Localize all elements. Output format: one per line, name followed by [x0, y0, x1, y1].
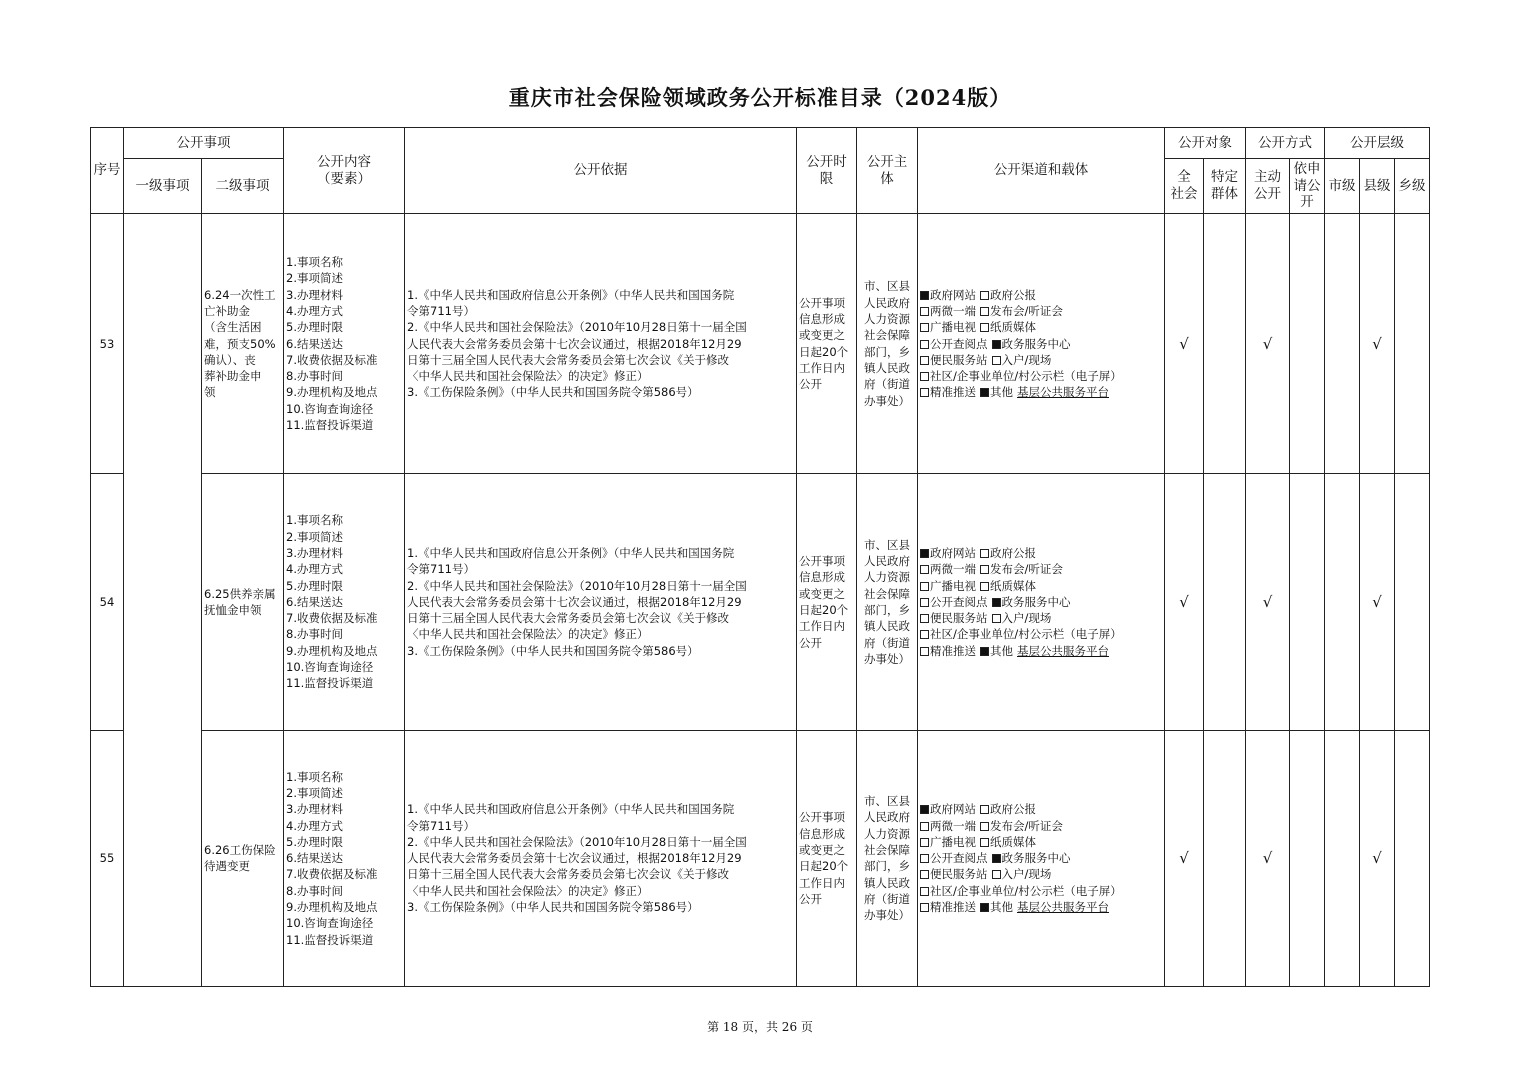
header-content-line2: （要素）: [317, 170, 371, 187]
basis-line: 人民代表大会常务委员会第十七次会议通过，根据2018年12月29: [407, 336, 742, 351]
channel-label: 政府网站: [930, 287, 976, 302]
header-obj-spec-line2: 群体: [1211, 186, 1238, 202]
subject-line: 部门，乡: [864, 602, 910, 617]
unchecked-box-icon: [980, 838, 989, 847]
method-request-cell: [1290, 730, 1325, 986]
content-line: 6.结果送达: [286, 594, 343, 609]
unchecked-box-icon: [980, 307, 989, 316]
channel-label: 入户/现场: [1001, 867, 1052, 882]
header-seq: 序号: [91, 128, 124, 214]
header-lv-town: 乡级: [1395, 159, 1430, 214]
checked-box-icon: [992, 598, 1001, 607]
time-line: 公开: [799, 377, 822, 392]
channel-label: 政府公报: [990, 545, 1036, 560]
content-line: 1.事项名称: [286, 254, 343, 269]
header-time-line2: 限: [819, 170, 834, 187]
unchecked-box-icon: [980, 565, 989, 574]
channel-label: 政府公报: [990, 802, 1036, 817]
content-line: 4.办理方式: [286, 818, 343, 833]
table-row: [91, 730, 1430, 986]
content-line: 2.事项简述: [286, 529, 343, 544]
level2-line: 6.25供养亲属: [204, 586, 276, 601]
basis-line: 3.《工伤保险条例》（中华人民共和国国务院令第586号）: [407, 643, 699, 658]
time-line: 日起20个: [799, 859, 849, 874]
basis-line: 2.《中华人民共和国社会保险法》（2010年10月28日第十一届全国: [407, 578, 747, 593]
channel-label: 广播电视: [930, 320, 976, 335]
channel-line: [920, 818, 1162, 834]
channel-line: [920, 643, 1162, 659]
checked-box-icon: [980, 903, 989, 912]
header-m-active-line1: 主动: [1254, 169, 1281, 186]
channel-label: 发布会/听证会: [990, 818, 1063, 833]
level2-line: 领: [204, 385, 216, 400]
channel-label: 便民服务站: [930, 352, 988, 367]
level-city-cell: [1325, 214, 1360, 474]
level2-line: 葬补助金申: [204, 369, 262, 384]
basis-line: 日第十三届全国人民代表大会常务委员会第七次会议《关于修改: [407, 867, 729, 882]
channel-label: 广播电视: [930, 578, 976, 593]
channel-label: 公开查阅点: [930, 851, 988, 866]
table-body: [91, 214, 1430, 987]
basis-line: 〈中华人民共和国社会保险法〉的决定》修正）: [407, 369, 649, 384]
channel-line: [920, 561, 1162, 577]
time-line: 公开: [799, 635, 822, 650]
obj-spec-cell: [1204, 730, 1246, 986]
checked-box-icon: [920, 291, 929, 300]
unchecked-box-icon: [980, 582, 989, 591]
subject-line: 人民政府: [864, 554, 910, 568]
content-line: 10.咨询查询途径: [286, 660, 374, 675]
time-line: 或变更之: [799, 586, 845, 601]
subject-line: 市、区县: [864, 279, 910, 294]
unchecked-box-icon: [980, 549, 989, 558]
obj-all-cell: √: [1165, 474, 1204, 730]
channel-line: [920, 610, 1162, 626]
channel-line: [920, 850, 1162, 866]
subject-line: 府（街道: [864, 891, 910, 906]
subject-line: 市、区县: [864, 794, 910, 809]
level2-line: （含生活困: [204, 320, 262, 335]
channel-label: 社区/企事业单位/村公示栏（电子屏）: [930, 627, 1122, 642]
level1-cell: [124, 214, 202, 987]
unchecked-box-icon: [992, 356, 1001, 365]
content-line: 8.办事时间: [286, 369, 343, 384]
channel-label: 纸质媒体: [990, 578, 1036, 593]
time-line: 信息形成: [799, 312, 845, 326]
header-obj-spec: [1204, 159, 1246, 214]
header-m-req-line1: 依申: [1293, 160, 1321, 177]
unchecked-box-icon: [920, 647, 929, 656]
unchecked-box-icon: [920, 822, 929, 831]
content-line: 3.办理材料: [286, 287, 343, 302]
header-level: 公开层级: [1325, 128, 1430, 159]
content-elements: [284, 214, 405, 474]
channel-label: 精准推送: [930, 900, 976, 915]
content-line: 6.结果送达: [286, 336, 343, 351]
channel-line: [920, 368, 1162, 384]
unchecked-box-icon: [920, 307, 929, 316]
checked-box-icon: [920, 805, 929, 814]
channel-label: 两微一端: [930, 818, 976, 833]
basis-cell: [405, 730, 797, 986]
row-seq: 54: [91, 474, 124, 730]
header-subject: [857, 128, 918, 214]
channel-label: 公开查阅点: [930, 336, 988, 351]
time-limit-cell: [797, 730, 857, 986]
basis-cell: [405, 214, 797, 474]
basis-cell: [405, 474, 797, 730]
unchecked-box-icon: [920, 372, 929, 381]
level2-line: 确认）、丧: [204, 352, 256, 367]
basis-line: 〈中华人民共和国社会保险法〉的决定》修正）: [407, 883, 649, 898]
basis-line: 1.《中华人民共和国政府信息公开条例》（中华人民共和国国务院: [407, 802, 735, 817]
header-content-line1: 公开内容: [317, 153, 371, 170]
subject-line: 府（街道: [864, 377, 910, 392]
channel-label: 政府网站: [930, 802, 976, 817]
content-line: 3.办理材料: [286, 802, 343, 817]
level2-item: [202, 214, 284, 474]
channel-label: 广播电视: [930, 834, 976, 849]
unchecked-box-icon: [992, 870, 1001, 879]
content-line: 7.收费依据及标准: [286, 867, 378, 882]
level-county-cell: √: [1360, 730, 1395, 986]
basis-line: 2.《中华人民共和国社会保险法》（2010年10月28日第十一届全国: [407, 834, 747, 849]
channel-label: 政务服务中心: [1001, 851, 1071, 866]
basis-line: 日第十三届全国人民代表大会常务委员会第七次会议《关于修改: [407, 611, 729, 626]
unchecked-box-icon: [920, 388, 929, 397]
channel-line: [920, 578, 1162, 594]
method-request-cell: [1290, 474, 1325, 730]
channel-label: 便民服务站: [930, 867, 988, 882]
channel-line: [920, 287, 1162, 303]
subject-cell: [857, 214, 918, 474]
time-line: 公开: [799, 891, 822, 906]
channel-line: [920, 545, 1162, 561]
time-line: 日起20个: [799, 344, 849, 359]
time-line: 公开事项: [799, 554, 845, 568]
channel-line: [920, 303, 1162, 319]
channel-line: [920, 384, 1162, 400]
unchecked-box-icon: [980, 805, 989, 814]
header-obj-all: [1165, 159, 1204, 214]
content-line: 4.办理方式: [286, 562, 343, 577]
header-method: 公开方式: [1246, 128, 1325, 159]
unchecked-box-icon: [920, 340, 929, 349]
unchecked-box-icon: [920, 903, 929, 912]
content-line: 9.办理机构及地点: [286, 900, 378, 915]
channel-label: 入户/现场: [1001, 352, 1052, 367]
time-line: 或变更之: [799, 843, 845, 857]
channel-line: [920, 834, 1162, 850]
content-line: 10.咨询查询途径: [286, 916, 374, 931]
header-lv-county: 县级: [1360, 159, 1395, 214]
header-subject-line2: 体: [880, 170, 894, 187]
content-line: 5.办理时限: [286, 320, 343, 335]
content-line: 6.结果送达: [286, 851, 343, 866]
subject-line: 镇人民政: [864, 619, 910, 634]
content-line: 1.事项名称: [286, 513, 343, 528]
content-line: 8.办事时间: [286, 627, 343, 642]
level2-line: 亡补助金: [204, 303, 250, 318]
header-obj-all-line1: 全: [1177, 169, 1191, 186]
time-line: 或变更之: [799, 328, 845, 343]
level2-line: 抚恤金申领: [204, 602, 262, 617]
channel-label: 社区/企事业单位/村公示栏（电子屏）: [930, 369, 1122, 384]
header-object: 公开对象: [1165, 128, 1246, 159]
obj-all-cell: √: [1165, 730, 1204, 986]
subject-line: 办事处）: [864, 393, 910, 408]
time-limit-cell: [797, 474, 857, 730]
content-line: 7.收费依据及标准: [286, 352, 378, 367]
channel-cell: [918, 474, 1165, 730]
method-active-cell: √: [1246, 730, 1290, 986]
basis-line: 1.《中华人民共和国政府信息公开条例》（中华人民共和国国务院: [407, 287, 735, 302]
channel-label: 精准推送: [930, 385, 976, 400]
content-line: 1.事项名称: [286, 769, 343, 784]
content-line: 10.咨询查询途径: [286, 401, 374, 416]
obj-spec-cell: [1204, 214, 1246, 474]
method-request-cell: [1290, 214, 1325, 474]
channel-label: 入户/现场: [1001, 611, 1052, 626]
subject-line: 社会保障: [864, 328, 910, 343]
content-line: 9.办理机构及地点: [286, 385, 378, 400]
subject-line: 府（街道: [864, 635, 910, 650]
channel-label: 其他: [990, 900, 1013, 915]
channel-cell: [918, 214, 1165, 474]
channel-other-text: 基层公共服务平台: [1017, 643, 1109, 658]
channel-label: 两微一端: [930, 562, 976, 577]
channel-label: 政务服务中心: [1001, 336, 1071, 351]
header-m-active: [1246, 159, 1290, 214]
content-line: 5.办理时限: [286, 578, 343, 593]
channel-line: [920, 626, 1162, 642]
time-line: 信息形成: [799, 826, 845, 841]
header-obj-all-line2: 社会: [1170, 186, 1198, 202]
content-line: 2.事项简述: [286, 271, 343, 286]
content-elements: [284, 730, 405, 986]
channel-label: 政府网站: [930, 545, 976, 560]
time-line: 信息形成: [799, 570, 845, 585]
channel-label: 发布会/听证会: [990, 303, 1063, 318]
content-line: 2.事项简述: [286, 785, 343, 800]
header-m-req-line3: 开: [1300, 194, 1314, 211]
unchecked-box-icon: [920, 870, 929, 879]
checked-box-icon: [980, 388, 989, 397]
channel-line: [920, 594, 1162, 610]
method-active-cell: √: [1246, 214, 1290, 474]
channel-label: 其他: [990, 643, 1013, 658]
channel-label: 两微一端: [930, 303, 976, 318]
channel-line: [920, 319, 1162, 335]
catalog-table: [90, 127, 1430, 987]
unchecked-box-icon: [920, 854, 929, 863]
header-obj-spec-line1: 特定: [1211, 169, 1238, 186]
header-content: [284, 128, 405, 214]
channel-label: 纸质媒体: [990, 834, 1036, 849]
time-line: 日起20个: [799, 602, 849, 617]
row-seq: 53: [91, 214, 124, 474]
header-lv-city: 市级: [1325, 159, 1360, 214]
channel-label: 社区/企事业单位/村公示栏（电子屏）: [930, 883, 1122, 898]
subject-line: 人民政府: [864, 295, 910, 310]
channel-label: 政务服务中心: [1001, 594, 1071, 609]
level-county-cell: √: [1360, 214, 1395, 474]
basis-line: 人民代表大会常务委员会第十七次会议通过，根据2018年12月29: [407, 594, 742, 609]
channel-line: [920, 336, 1162, 352]
basis-line: 令第711号）: [407, 303, 475, 318]
subject-line: 人力资源: [864, 826, 910, 841]
basis-line: 2.《中华人民共和国社会保险法》（2010年10月28日第十一届全国: [407, 320, 747, 335]
unchecked-box-icon: [920, 887, 929, 896]
table-row: [91, 474, 1430, 730]
channel-line: [920, 883, 1162, 899]
level-county-cell: √: [1360, 474, 1395, 730]
level-town-cell: [1395, 474, 1430, 730]
content-elements: [284, 474, 405, 730]
header-channel: 公开渠道和载体: [918, 128, 1165, 214]
header-level1: 一级事项: [124, 159, 202, 214]
channel-label: 政府公报: [990, 287, 1036, 302]
content-line: 4.办理方式: [286, 303, 343, 318]
checked-box-icon: [920, 549, 929, 558]
subject-line: 市、区县: [864, 537, 910, 552]
header-matter: 公开事项: [124, 128, 284, 159]
channel-line: [920, 801, 1162, 817]
subject-line: 人力资源: [864, 312, 910, 326]
header-level2: 二级事项: [202, 159, 284, 214]
subject-line: 部门，乡: [864, 344, 910, 359]
channel-label: 公开查阅点: [930, 594, 988, 609]
subject-line: 办事处）: [864, 651, 910, 666]
basis-line: 令第711号）: [407, 818, 475, 833]
basis-line: 3.《工伤保险条例》（中华人民共和国国务院令第586号）: [407, 385, 699, 400]
channel-label: 纸质媒体: [990, 320, 1036, 335]
header-m-active-line2: 公开: [1254, 186, 1281, 202]
subject-line: 部门，乡: [864, 859, 910, 874]
channel-label: 精准推送: [930, 643, 976, 658]
header-subject-line1: 公开主: [866, 153, 908, 170]
subject-line: 办事处）: [864, 908, 910, 923]
level2-line: 待遇变更: [204, 859, 250, 874]
level2-line: 难，预支50%: [204, 336, 276, 351]
content-line: 9.办理机构及地点: [286, 643, 378, 658]
subject-cell: [857, 730, 918, 986]
basis-line: 日第十三届全国人民代表大会常务委员会第七次会议《关于修改: [407, 352, 729, 367]
channel-line: [920, 899, 1162, 915]
channel-other-text: 基层公共服务平台: [1017, 900, 1109, 915]
table-row: [91, 214, 1430, 474]
header-basis: 公开依据: [405, 128, 797, 214]
level-town-cell: [1395, 214, 1430, 474]
content-line: 11.监督投诉渠道: [286, 418, 374, 433]
header-m-req-line2: 请公: [1293, 177, 1321, 194]
unchecked-box-icon: [992, 614, 1001, 623]
channel-line: [920, 866, 1162, 882]
channel-line: [920, 352, 1162, 368]
header-time-line1: 公开时: [806, 153, 847, 170]
time-line: 工作日内: [799, 619, 845, 634]
obj-all-cell: √: [1165, 214, 1204, 474]
time-line: 工作日内: [799, 875, 845, 890]
content-line: 3.办理材料: [286, 545, 343, 560]
page-footer: 第 18 页，共 26 页: [707, 1020, 813, 1034]
subject-line: 社会保障: [864, 843, 910, 857]
header-m-req: [1290, 159, 1325, 214]
header-time: [797, 128, 857, 214]
subject-line: 社会保障: [864, 586, 910, 601]
content-line: 7.收费依据及标准: [286, 611, 378, 626]
row-seq: 55: [91, 730, 124, 986]
document-title: 重庆市社会保险领域政务公开标准目录（2024版）: [508, 85, 1012, 110]
subject-line: 镇人民政: [864, 360, 910, 375]
unchecked-box-icon: [920, 356, 929, 365]
channel-other-text: 基层公共服务平台: [1017, 385, 1109, 400]
unchecked-box-icon: [980, 323, 989, 332]
time-line: 公开事项: [799, 810, 845, 825]
unchecked-box-icon: [980, 822, 989, 831]
channel-label: 发布会/听证会: [990, 562, 1063, 577]
method-active-cell: √: [1246, 474, 1290, 730]
level2-item: [202, 730, 284, 986]
unchecked-box-icon: [920, 582, 929, 591]
time-limit-cell: [797, 214, 857, 474]
channel-label: 其他: [990, 385, 1013, 400]
basis-line: 令第711号）: [407, 562, 475, 577]
content-line: 8.办事时间: [286, 883, 343, 898]
level-city-cell: [1325, 474, 1360, 730]
unchecked-box-icon: [920, 323, 929, 332]
level-town-cell: [1395, 730, 1430, 986]
basis-line: 3.《工伤保险条例》（中华人民共和国国务院令第586号）: [407, 900, 699, 915]
unchecked-box-icon: [920, 565, 929, 574]
basis-line: 人民代表大会常务委员会第十七次会议通过，根据2018年12月29: [407, 851, 742, 866]
checked-box-icon: [992, 340, 1001, 349]
obj-spec-cell: [1204, 474, 1246, 730]
level-city-cell: [1325, 730, 1360, 986]
unchecked-box-icon: [920, 614, 929, 623]
channel-label: 便民服务站: [930, 611, 988, 626]
time-line: 工作日内: [799, 360, 845, 375]
level2-line: 6.24一次性工: [204, 287, 276, 302]
unchecked-box-icon: [920, 838, 929, 847]
checked-box-icon: [980, 647, 989, 656]
subject-cell: [857, 474, 918, 730]
level2-line: 6.26工伤保险: [204, 843, 276, 857]
checked-box-icon: [992, 854, 1001, 863]
unchecked-box-icon: [920, 630, 929, 639]
content-line: 11.监督投诉渠道: [286, 932, 374, 947]
subject-line: 人力资源: [864, 570, 910, 585]
basis-line: 1.《中华人民共和国政府信息公开条例》（中华人民共和国国务院: [407, 545, 735, 560]
subject-line: 人民政府: [864, 810, 910, 825]
channel-cell: [918, 730, 1165, 986]
unchecked-box-icon: [920, 598, 929, 607]
time-line: 公开事项: [799, 295, 845, 310]
content-line: 11.监督投诉渠道: [286, 676, 374, 691]
basis-line: 〈中华人民共和国社会保险法〉的决定》修正）: [407, 627, 649, 642]
unchecked-box-icon: [980, 291, 989, 300]
content-line: 5.办理时限: [286, 834, 343, 849]
subject-line: 镇人民政: [864, 875, 910, 890]
level2-item: [202, 474, 284, 730]
